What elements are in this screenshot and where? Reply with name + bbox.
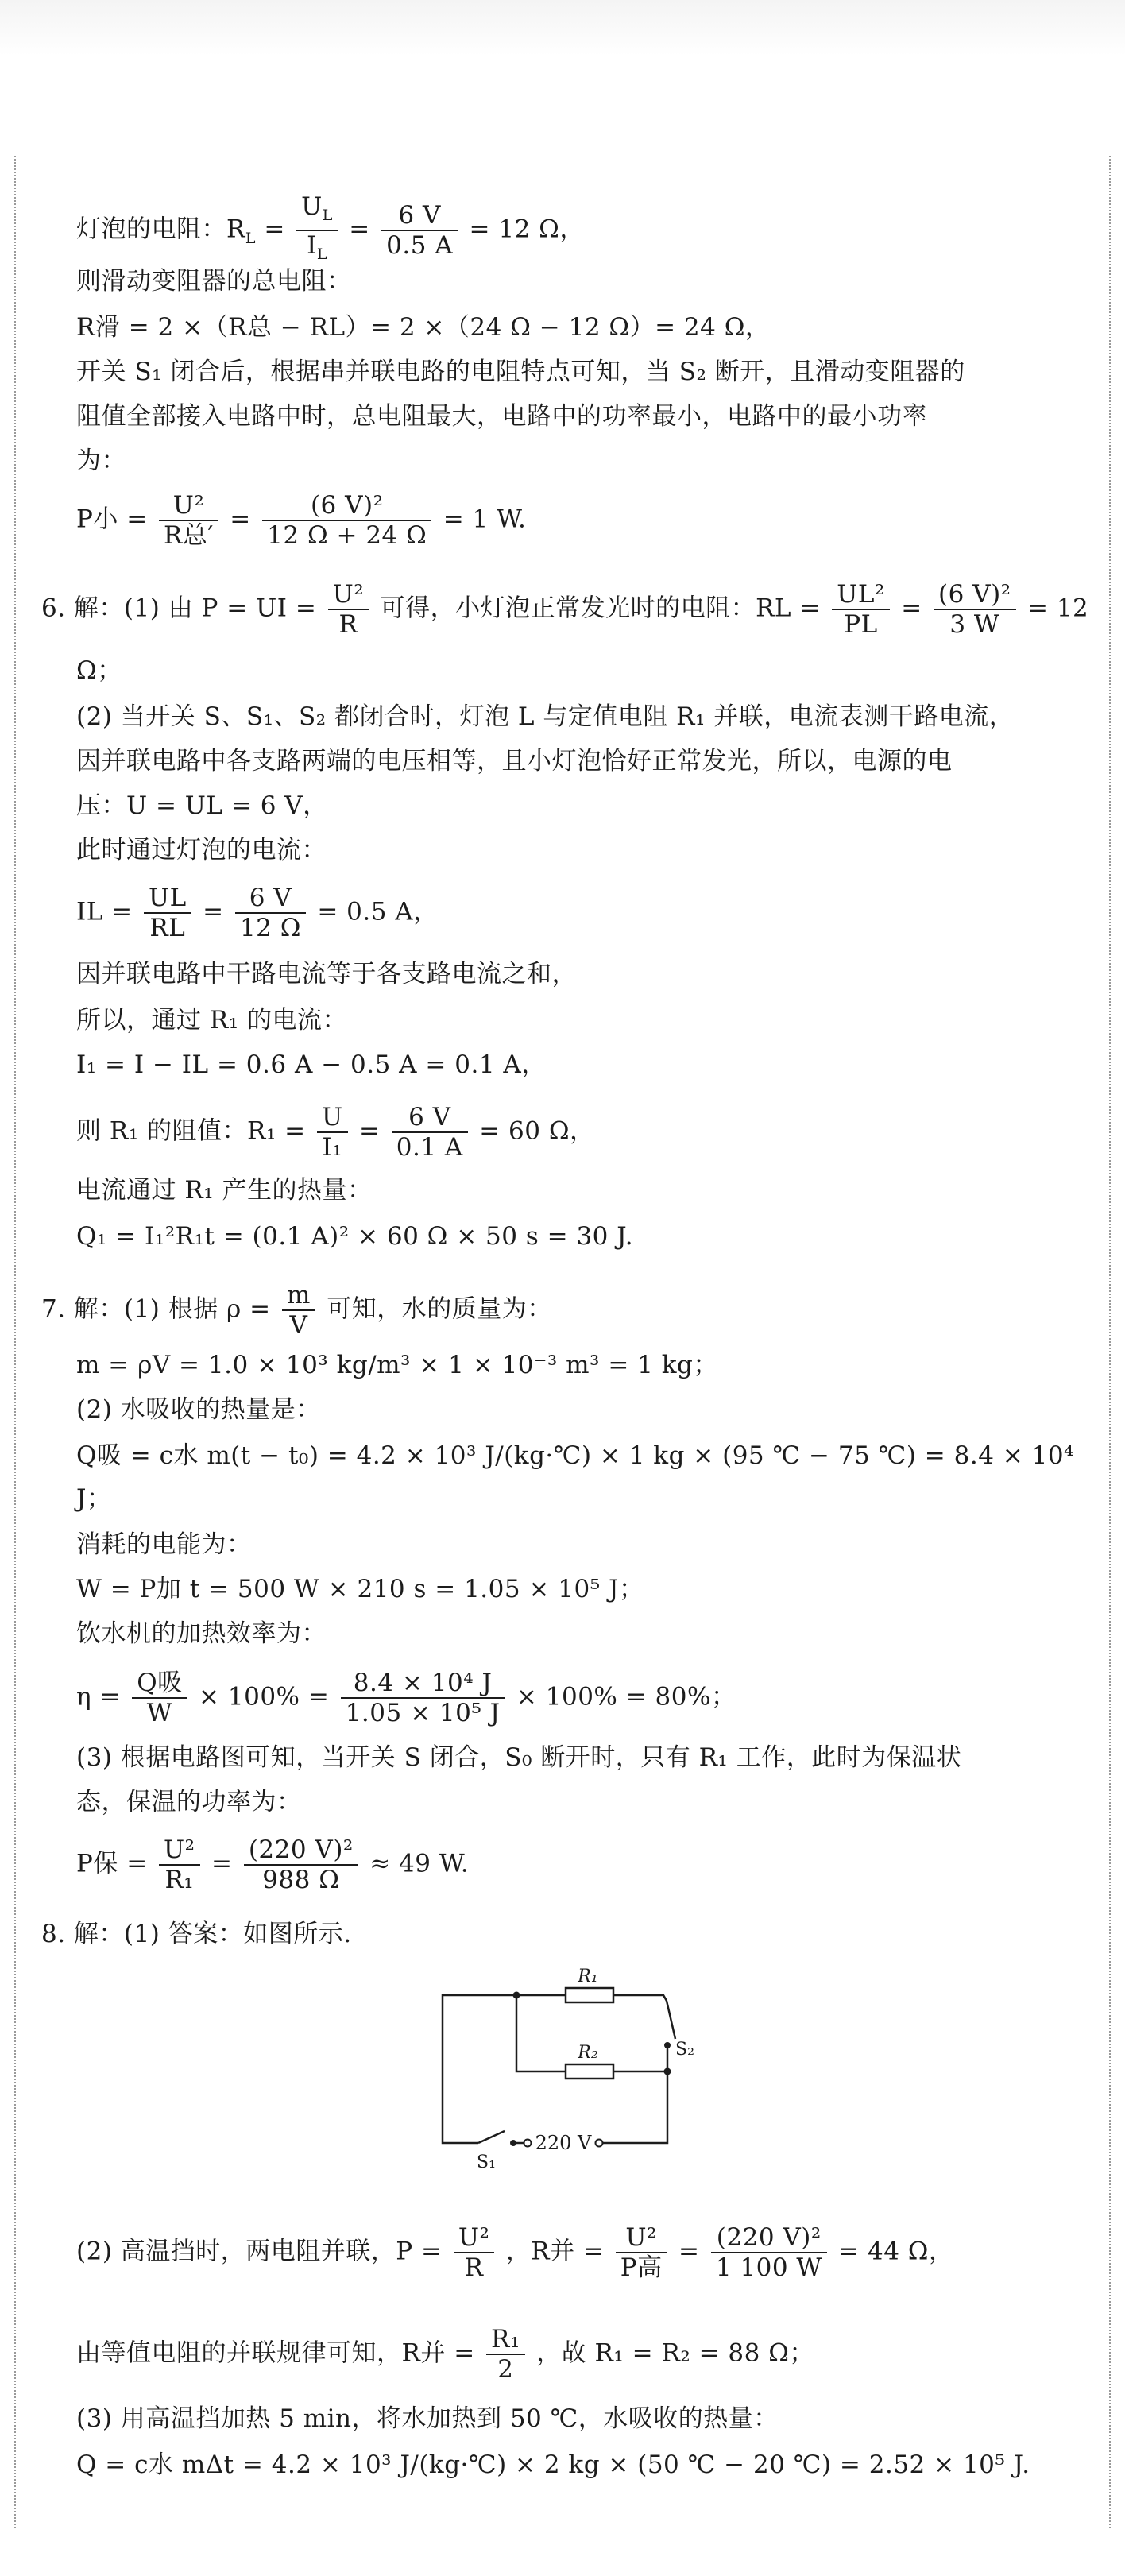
terminal-dot bbox=[510, 2140, 516, 2146]
terminal-dot bbox=[664, 2042, 671, 2048]
text-line: 阻值全部接入电路中时，总电阻最大，电路中的功率最小，电路中的最小功率 bbox=[76, 402, 927, 431]
fraction: $\frac{6 V}{0.1 A}$ bbox=[392, 1103, 468, 1162]
bulb-current-line: IL = $\frac{UL}{RL}$ = $\frac{6 V}{12 \Omega}$ = 0.5 A， bbox=[76, 884, 439, 942]
fraction: $\frac{U}{\text{I₁}}$ bbox=[317, 1103, 348, 1162]
voltage-label: 220 V bbox=[535, 2132, 592, 2154]
question-7-line: 7. 解：(1) 根据 ρ = $\frac{m}{V}$ 可知，水的质量为： bbox=[41, 1281, 552, 1340]
text-line: 因并联电路中各支路两端的电压相等，且小灯泡恰好正常发光，所以，电源的电 bbox=[76, 747, 953, 776]
junction-dot bbox=[664, 2068, 671, 2075]
fraction: $\frac{6 V}{12 \Omega}$ bbox=[235, 884, 306, 942]
resistor-r2 bbox=[566, 2064, 613, 2079]
text-line: 电流通过 R₁ 产生的热量： bbox=[76, 1176, 373, 1205]
circuit-wire bbox=[613, 1995, 667, 2001]
fraction: $\frac{\text{U²}}{\text{P高}}$ bbox=[616, 2223, 667, 2282]
fraction: $\frac{\text{U²}}{R}$ bbox=[328, 580, 369, 639]
text-line: 饮水机的加热效率为： bbox=[76, 1619, 327, 1648]
fraction: $\frac{\text{U²}}{R}$ bbox=[454, 2223, 495, 2282]
fraction: $\frac{\text{(6 V)²}}{12 \Omega + 24 \Omega}$ bbox=[262, 491, 431, 550]
s2-label: S₂ bbox=[675, 2040, 694, 2060]
terminal-open bbox=[524, 2140, 532, 2147]
fraction: $\frac{\text{U²}}{\text{R总′}}$ bbox=[159, 491, 218, 550]
formula-line: Q₁ = I₁²R₁t = (0.1 A)² × 60 Ω × 50 s = 30 J. bbox=[76, 1222, 634, 1251]
formula-line: Q吸 = c水 m(t − t₀) = 4.2 × 10³ J/(kg·℃) × 1 kg × (95 ℃ − 75 ℃) = 8.4 × 10⁴ bbox=[76, 1441, 1074, 1470]
fraction: $\frac{6 V}{0.5 A}$ bbox=[381, 201, 458, 260]
circuit-wire bbox=[443, 1995, 516, 2143]
question-6-line: 6. 解：(1) 由 P = UI = $\frac{\text{U²}}{R}$ 可得，小灯泡正常发光时的电阻：RL = $\frac{\text{UL²}}{PL}$ = $\frac{\text{(6 V)²}}{3 W}$ = 12 bbox=[41, 580, 1089, 639]
text-line: 则滑动变阻器的总电阻： bbox=[76, 267, 352, 296]
circuit-wire bbox=[602, 2045, 667, 2143]
text-line: Ω； bbox=[76, 656, 122, 685]
fraction: $\frac{\text{U²}}{\text{R₁}}$ bbox=[159, 1835, 200, 1894]
text-line: 消耗的电能为： bbox=[76, 1530, 252, 1559]
r2-label: R₂ bbox=[578, 2043, 598, 2063]
circuit-diagram bbox=[429, 1966, 699, 2172]
text-line: 因并联电路中干路电流等于各支路电流之和， bbox=[76, 960, 577, 988]
fraction: $\frac{m}{V}$ bbox=[282, 1281, 315, 1340]
text-line: 开关 S₁ 闭合后，根据串并联电路的电阻特点可知，当 S₂ 断开，且滑动变阻器的 bbox=[76, 358, 965, 386]
formula-line: Q = c水 mΔt = 4.2 × 10³ J/(kg·℃) × 2 kg × (50 ℃ − 20 ℃) = 2.52 × 10⁵ J. bbox=[76, 2450, 1030, 2479]
question-8-line: 8. 解：(1) 答案：如图所示. bbox=[41, 1920, 352, 1948]
resistor-r1 bbox=[566, 1988, 613, 2002]
high-gear-line: (2) 高温挡时，两电阻并联，P = $\frac{\text{U²}}{R}$ ，R并 = $\frac{\text{U²}}{\text{P高}}$ = $\frac{\text{(220 V)²}}{1 100 W}$ = 44 Ω， bbox=[76, 2223, 954, 2282]
switch-s1-blade bbox=[478, 2131, 505, 2143]
fraction: $\frac{U_L}{I_L}$ bbox=[296, 192, 338, 269]
text-line: 为： bbox=[76, 447, 126, 475]
text-line: 态，保温的功率为： bbox=[76, 1788, 302, 1816]
fraction: $\frac{\text{Q吸}}{W}$ bbox=[132, 1669, 187, 1727]
text-line: (2) 水吸收的热量是： bbox=[76, 1395, 321, 1424]
min-power-line: P小 = $\frac{\text{U²}}{\text{R总′}}$ = $\frac{\text{(6 V)²}}{12 \Omega + 24 \Omega}$ = 1 W. bbox=[76, 491, 527, 550]
fraction: $\frac{\text{8.4 × 10⁴ J}}{\text{1.05 × 10⁵ J}}$ bbox=[341, 1669, 505, 1727]
text-line: (3) 用高温挡加热 5 min，将水加热到 50 ℃，水吸收的热量： bbox=[76, 2404, 779, 2433]
formula-line: W = P加 t = 500 W × 210 s = 1.05 × 10⁵ J； bbox=[76, 1575, 644, 1603]
fraction: $\frac{\text{R₁}}{2}$ bbox=[486, 2325, 525, 2384]
junction-dot bbox=[513, 1992, 520, 1999]
formula-line: R滑 = 2 ×（R总 − RL）= 2 ×（24 Ω − 12 Ω）= 24 Ω， bbox=[76, 313, 771, 342]
text-line: 此时通过灯泡的电流： bbox=[76, 836, 327, 864]
formula-line: I₁ = I − IL = 0.6 A − 0.5 A = 0.1 A， bbox=[76, 1050, 547, 1079]
parallel-rule-line: 由等值电阻的并联规律可知，R并 = $\frac{\text{R₁}}{2}$ ，故 R₁ = R₂ = 88 Ω； bbox=[76, 2325, 814, 2384]
bulb-resistance-line: 灯泡的电阻：$R_L$ = $\frac{U_L}{I_L}$ = $\frac{6 V}{0.5 A}$ = 12 Ω， bbox=[76, 192, 585, 269]
text-line: (3) 根据电路图可知，当开关 S 闭合，S₀ 断开时，只有 R₁ 工作，此时为保温状 bbox=[76, 1743, 962, 1772]
text-line: 所以，通过 R₁ 的电流： bbox=[76, 1006, 347, 1035]
fraction: $\frac{\text{(220 V)²}}{1 100 W}$ bbox=[711, 2223, 827, 2282]
fraction: $\frac{\text{(6 V)²}}{3 W}$ bbox=[934, 580, 1016, 639]
right-dotted-margin bbox=[1109, 156, 1111, 2528]
efficiency-line: η = $\frac{\text{Q吸}}{W}$ × 100% = $\frac{\text{8.4 × 10⁴ J}}{\text{1.05 × 10⁵ J}}$ × 100% = 80%； bbox=[76, 1669, 736, 1727]
left-dotted-margin bbox=[14, 156, 16, 2528]
text-line: J； bbox=[76, 1484, 112, 1513]
fraction: $\frac{UL}{RL}$ bbox=[144, 884, 191, 942]
keep-warm-power-line: P保 = $\frac{\text{U²}}{\text{R₁}}$ = $\frac{\text{(220 V)²}}{988 \Omega}$ ≈ 49 W. bbox=[76, 1835, 470, 1894]
circuit-wire bbox=[516, 1995, 566, 2071]
terminal-open bbox=[596, 2140, 603, 2147]
r1-resistance-line: 则 R₁ 的阻值：R₁ = $\frac{U}{\text{I₁}}$ = $\frac{6 V}{0.1 A}$ = 60 Ω， bbox=[76, 1103, 595, 1162]
fraction: $\frac{\text{(220 V)²}}{988 \Omega}$ bbox=[244, 1835, 358, 1894]
formula-line: m = ρV = 1.0 × 10³ kg/m³ × 1 × 10⁻³ m³ = 1 kg； bbox=[76, 1351, 718, 1379]
switch-s2-blade bbox=[667, 2001, 675, 2039]
r1-label: R₁ bbox=[578, 1967, 598, 1986]
s1-label: S₁ bbox=[477, 2152, 496, 2172]
text-line: 压：U = UL = 6 V， bbox=[76, 791, 328, 820]
fraction: $\frac{\text{UL²}}{PL}$ bbox=[832, 580, 890, 639]
text-line: (2) 当开关 S、S₁、S₂ 都闭合时，灯泡 L 与定值电阻 R₁ 并联，电流表测干路电流， bbox=[76, 702, 1015, 731]
